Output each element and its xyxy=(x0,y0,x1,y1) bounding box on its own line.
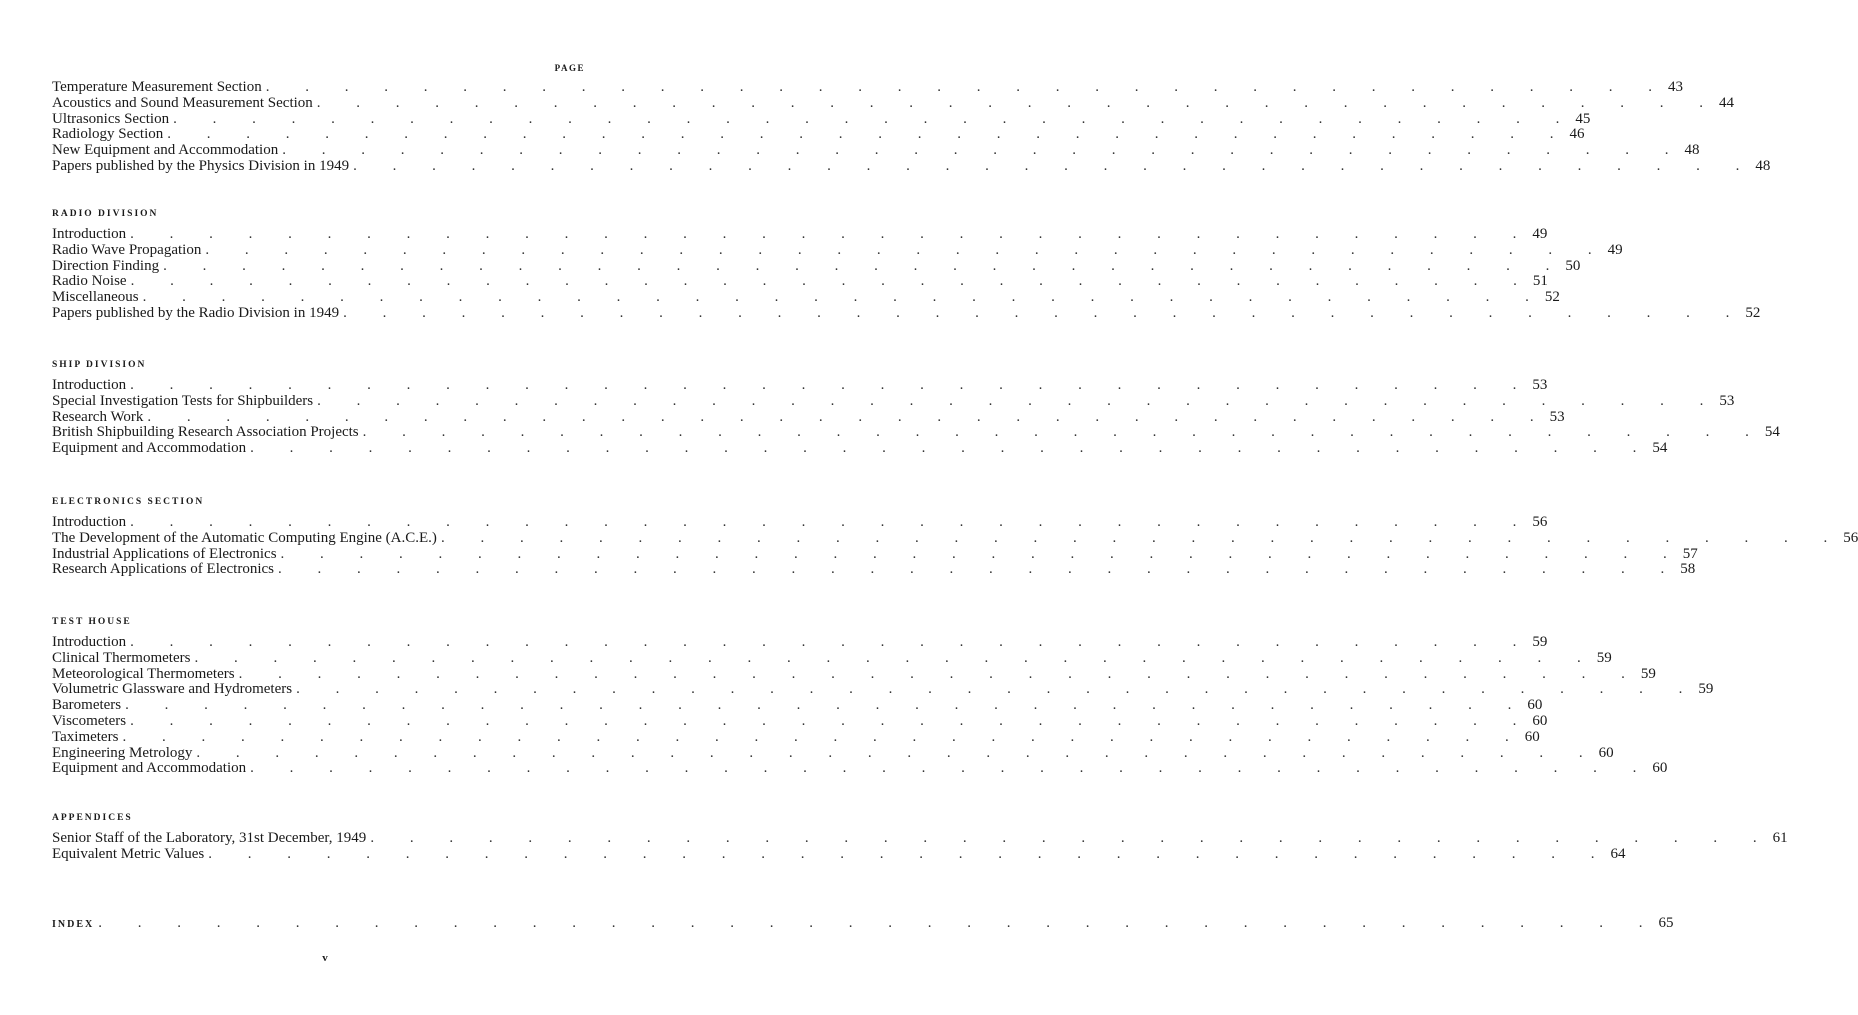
leader-dots: . . . . . . . . . . . . . . . . . . . . . . . . . . . . . . . . . . . . xyxy=(280,545,1683,562)
entry-title: Radio Noise xyxy=(52,273,127,290)
toc-entry[interactable] xyxy=(52,545,1698,563)
page-number: 59 xyxy=(1640,665,1656,682)
page-number: 51 xyxy=(1532,273,1548,290)
index-section xyxy=(52,915,1674,932)
toc-entry[interactable] xyxy=(52,681,1714,698)
page-number: 59 xyxy=(1698,681,1714,698)
page-number: 48 xyxy=(1755,157,1771,174)
page-number: 53 xyxy=(1719,392,1735,409)
leader-dots: . . . . . . . . . . . . . . . . . . . . . . . . . . . . . . . . . . . . xyxy=(205,241,1608,258)
page-number: 52 xyxy=(1745,304,1761,321)
leader-dots: . . . . . . . . . . . . . . . . . . . . . . . . . . . . . . . . . . . . xyxy=(130,273,1533,290)
entry-title: Ultrasonics Section xyxy=(52,110,170,127)
toc-entry[interactable] xyxy=(52,392,1735,410)
entry-title: Research Work xyxy=(52,408,144,425)
leader-dots: . . . . . . . . . . . . . . . . . . . . . . . . . . . . . . . . . . . . xyxy=(370,830,1773,846)
leader-dots: . . . . . . . . . . . . . . . . . . . . . . . . . . . . . . . . . . . . xyxy=(130,514,1533,530)
page-number: 60 xyxy=(1532,712,1548,729)
test-house-section xyxy=(52,617,1714,777)
electronics-section xyxy=(52,497,1858,578)
page-number: 64 xyxy=(1610,845,1626,862)
toc-entry[interactable] xyxy=(52,728,1540,746)
entry-title: Engineering Metrology xyxy=(52,744,193,761)
toc-entry[interactable] xyxy=(52,697,1543,714)
leader-dots: . . . . . . . . . . . . . . . . . . . . . . . . . . . . . . . . . . . . xyxy=(296,681,1699,698)
entry-title: Equivalent Metric Values xyxy=(52,845,205,862)
toc-entry[interactable] xyxy=(52,273,1548,290)
toc-entry[interactable] xyxy=(52,760,1668,777)
toc-entry[interactable] xyxy=(52,289,1560,306)
toc-entry[interactable] xyxy=(52,241,1623,259)
page-number: 60 xyxy=(1652,760,1668,777)
toc-entry[interactable] xyxy=(52,561,1696,578)
page-number: 52 xyxy=(1544,289,1560,306)
toc-entry[interactable] xyxy=(52,440,1668,457)
toc-entry[interactable] xyxy=(52,712,1548,730)
leader-dots: . . . . . . . . . . . . . . . . . . . . . . . . . . . . . . . . . . . . xyxy=(194,649,1597,666)
leader-dots: . . . . . . . . . . . . . . . . . . . . . . . . . . . . . . . . . . . . xyxy=(142,289,1545,306)
leader-dots: . . . . . . . . . . . . . . . . . . . . . . . . . . . . . . . . . . . . xyxy=(250,760,1653,777)
page-number: 49 xyxy=(1532,226,1548,242)
section-heading: APPENDICES xyxy=(52,813,133,823)
leader-dots: . . . . . . . . . . . . . . . . . . . . . . . . . . . . . . . . . . . . xyxy=(147,408,1550,425)
toc-entry[interactable] xyxy=(52,424,1780,441)
entry-title: INDEX xyxy=(52,919,95,930)
leader-dots: . . . . . . . . . . . . . . . . . . . . . . . . . . . . . . . . . . . . xyxy=(316,94,1720,111)
entry-title: Viscometers xyxy=(52,712,127,729)
entry-title: Senior Staff of the Laboratory, 31st December, 1949 xyxy=(52,830,367,846)
radio-division-section xyxy=(52,209,1761,322)
page-number: 44 xyxy=(1719,94,1735,111)
entry-title: Radiology Section xyxy=(52,126,164,143)
page-number: 60 xyxy=(1524,728,1540,745)
toc-entry[interactable] xyxy=(52,649,1612,667)
toc-entry[interactable] xyxy=(52,94,1735,112)
toc-entry-index[interactable] xyxy=(52,915,1674,932)
leader-dots: . . . . . . . . . . . . . . . . . . . . . . . . . . . . . . . . . . . . xyxy=(362,424,1765,441)
page-number: 60 xyxy=(1598,744,1614,761)
page-number: 54 xyxy=(1652,440,1668,457)
toc-entry[interactable] xyxy=(52,377,1548,394)
entry-title: Research Applications of Electronics xyxy=(52,561,275,578)
section-heading: RADIO DIVISION xyxy=(52,209,159,219)
leader-dots: . . . . . . . . . . . . . . . . . . . . . . . . . . . . . . . . . . . . xyxy=(130,377,1533,393)
toc-entry[interactable] xyxy=(52,830,1788,847)
page-number: 54 xyxy=(1764,424,1780,441)
toc-entry[interactable] xyxy=(52,514,1548,531)
leader-dots: . . . . . . . . . . . . . . . . . . . . . . . . . . . . . . . . . . . . xyxy=(343,304,1746,321)
leader-dots: . . . . . . . . . . . . . . . . . . . . . . . . . . . . . . . . . . . . xyxy=(250,440,1653,457)
entry-title: Industrial Applications of Electronics xyxy=(52,545,277,562)
leader-dots: . . . . . . . . . . . . . . . . . . . . . . . . . . . . . . . . . . . . xyxy=(130,712,1533,729)
leader-dots: . . . . . . . . . . . . . . . . . . . . . . . . . . . . . . . . . . . . xyxy=(278,561,1681,578)
page-number: 61 xyxy=(1772,830,1788,846)
page-number: 56 xyxy=(1843,529,1858,546)
page-column-label: PAGE xyxy=(554,63,585,73)
page-number: 43 xyxy=(1667,79,1683,95)
leader-dots: . . . . . . . . . . . . . . . . . . . . . . . . . . . . . . . . . . . . xyxy=(440,529,1844,546)
entry-title: Introduction xyxy=(52,377,127,393)
toc-entry[interactable] xyxy=(52,157,1771,175)
entry-title: Meteorological Thermometers xyxy=(52,665,235,682)
entry-title: Introduction xyxy=(52,514,127,530)
page-number: 48 xyxy=(1684,142,1700,159)
page-number: 46 xyxy=(1569,126,1585,143)
physics-tail-section xyxy=(52,79,1771,175)
entry-title: British Shipbuilding Research Association Projects xyxy=(52,424,359,441)
page-number: 65 xyxy=(1658,915,1674,931)
entry-title: Taximeters xyxy=(52,728,119,745)
entry-title: Equipment and Accommodation xyxy=(52,440,247,457)
toc-entry[interactable] xyxy=(52,126,1585,143)
page-number: 57 xyxy=(1682,545,1698,562)
entry-title: Miscellaneous xyxy=(52,289,139,306)
page-number: 59 xyxy=(1596,649,1612,666)
toc-entry[interactable] xyxy=(52,257,1581,275)
section-heading: TEST HOUSE xyxy=(52,617,132,627)
leader-dots: . . . . . . . . . . . . . . . . . . . . . . . . . . . . . . . . . . . . xyxy=(167,126,1570,143)
page-number: 50 xyxy=(1565,257,1581,274)
leader-dots: . . . . . . . . . . . . . . . . . . . . . . . . . . . . . . . . . . . . . . . . xyxy=(98,915,1659,931)
leader-dots: . . . . . . . . . . . . . . . . . . . . . . . . . . . . . . . . . . . . xyxy=(282,142,1685,159)
toc-entry[interactable] xyxy=(52,304,1761,322)
entry-title: New Equipment and Accommodation xyxy=(52,142,279,159)
ship-division-section xyxy=(52,360,1780,457)
section-heading: ELECTRONICS SECTION xyxy=(52,497,205,507)
page-number: 45 xyxy=(1575,110,1591,127)
toc-entry[interactable] xyxy=(52,142,1700,159)
entry-title: Temperature Measurement Section xyxy=(52,79,262,95)
toc-entry[interactable] xyxy=(52,744,1614,762)
leader-dots: . . . . . . . . . . . . . . . . . . . . . . . . . . . . . . . . . . . . xyxy=(265,79,1668,95)
page-number: 58 xyxy=(1680,561,1696,578)
page-number: 53 xyxy=(1549,408,1565,425)
entry-title: The Development of the Automatic Computing Engine (A.C.E.) xyxy=(52,529,437,546)
section-heading: SHIP DIVISION xyxy=(52,360,147,370)
toc-entry[interactable] xyxy=(52,665,1656,683)
page-number: 60 xyxy=(1527,697,1543,714)
leader-dots: . . . . . . . . . . . . . . . . . . . . . . . . . . . . . . . . . . . . xyxy=(208,845,1611,862)
leader-dots: . . . . . . . . . . . . . . . . . . . . . . . . . . . . . . . . . . . . xyxy=(163,257,1566,274)
leader-dots: . . . . . . . . . . . . . . . . . . . . . . . . . . . . . . . . . . . . xyxy=(196,744,1599,761)
page-number: 49 xyxy=(1607,241,1623,258)
entry-title: Papers published by the Radio Division in 1949 xyxy=(52,304,340,321)
entry-title: Volumetric Glassware and Hydrometers xyxy=(52,681,293,698)
appendices-section xyxy=(52,813,1788,863)
entry-title: Barometers xyxy=(52,697,122,714)
entry-title: Direction Finding xyxy=(52,257,160,274)
toc-entry[interactable] xyxy=(52,408,1565,426)
entry-title: Introduction xyxy=(52,634,127,650)
toc-entry[interactable] xyxy=(52,226,1548,243)
toc-entry[interactable] xyxy=(52,634,1548,651)
leader-dots: . . . . . . . . . . . . . . . . . . . . . . . . . . . . . . . . . . . . xyxy=(125,697,1528,714)
page-folio: v xyxy=(322,952,328,964)
entry-title: Introduction xyxy=(52,226,127,242)
entry-title: Equipment and Accommodation xyxy=(52,760,247,777)
leader-dots: . . . . . . . . . . . . . . . . . . . . . . . . . . . . . . . . . . . . xyxy=(130,634,1533,650)
entry-title: Radio Wave Propagation xyxy=(52,241,202,258)
page-number: 53 xyxy=(1532,377,1548,393)
toc-entry[interactable] xyxy=(52,529,1858,547)
leader-dots: . . . . . . . . . . . . . . . . . . . . . . . . . . . . . . . . . . . . xyxy=(353,157,1756,174)
leader-dots: . . . . . . . . . . . . . . . . . . . . . . . . . . . . . . . . . . . . xyxy=(238,665,1641,682)
page-number: 59 xyxy=(1532,634,1548,650)
toc-entry[interactable] xyxy=(52,79,1683,96)
page-number: 56 xyxy=(1532,514,1548,530)
toc-entry[interactable] xyxy=(52,110,1591,128)
leader-dots: . . . . . . . . . . . . . . . . . . . . . . . . . . . . . . . . . . . . xyxy=(122,728,1525,745)
leader-dots: . . . . . . . . . . . . . . . . . . . . . . . . . . . . . . . . . . . . xyxy=(317,392,1720,409)
leader-dots: . . . . . . . . . . . . . . . . . . . . . . . . . . . . . . . . . . . . xyxy=(173,110,1576,127)
entry-title: Special Investigation Tests for Shipbuilders xyxy=(52,392,314,409)
entry-title: Clinical Thermometers xyxy=(52,649,191,666)
leader-dots: . . . . . . . . . . . . . . . . . . . . . . . . . . . . . . . . . . . . xyxy=(130,226,1533,242)
entry-title: Papers published by the Physics Division in 1949 xyxy=(52,157,350,174)
toc-entry[interactable] xyxy=(52,845,1626,863)
entry-title: Acoustics and Sound Measurement Section xyxy=(52,94,313,111)
